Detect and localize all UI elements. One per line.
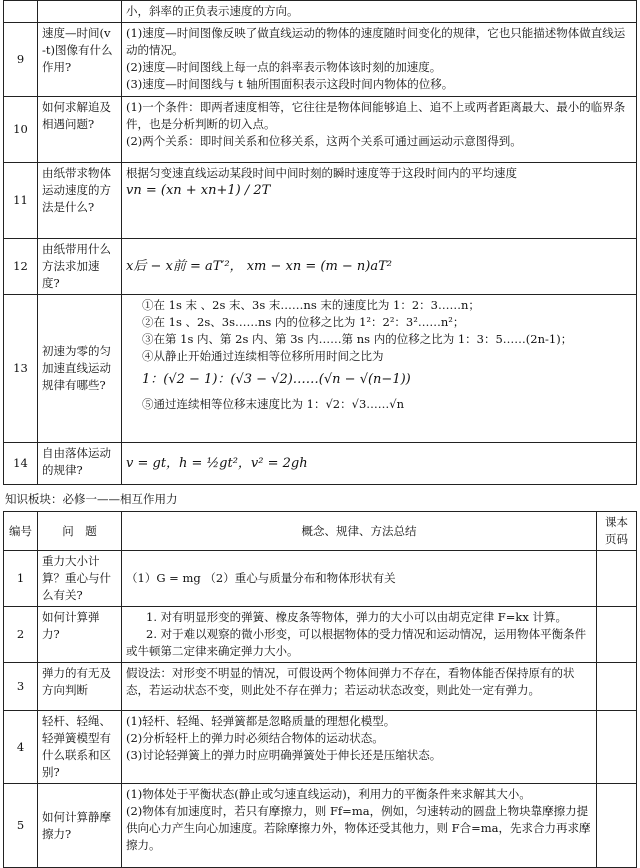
row-summary: (1)轻杆、轻绳、轻弹簧都是忽略质量的理想化模型。 (2)分析轻杆上的弹力时必须结合物体的运动状态。 (3)讨论轻弹簧上的弹力时应明确弹簧处于伸长还是压缩状态。 [122,711,597,784]
row-summary: 1. 对有明显形变的弹簧、橡皮条等物体，弹力的大小可以由胡克定律 F=kx 计算。 2. 对于难以观察的微小形变，可以根据物体的受力情况和运动情况，运用物体平衡条件或牛顿第二定律来确定弹力大小。 [122,607,597,663]
row-number: 13 [4,295,38,443]
header-no: 编号 [4,512,38,551]
row-number: 10 [4,97,38,163]
row-question: 速度—时间(v -t)图像有什么作用? [38,23,122,97]
row-summary: 假设法：对形变不明显的情况，可假设两个物体间弹力不存在，看物体能否保持原有的状态，若运动状态不变，则此处不存在弹力；若运动状态改变，则此处一定有弹力。 [122,663,597,711]
row-question: 自由落体运动的规律? [38,443,122,485]
row-question: 由纸带用什么方法求加速度? [38,239,122,295]
row-continuation-text: 小，斜率的正负表示速度的方向。 [122,1,637,23]
table-row [4,23,637,97]
document-page [3,0,637,868]
row-question: 如何计算弹力? [38,607,122,663]
header-page: 课本页码 [597,512,637,551]
row-question: 如何计算静摩擦力? [38,784,122,868]
row-number: 1 [4,551,38,607]
table-row [4,663,637,711]
row-summary [122,443,637,485]
row-question: 弹力的有无及方向判断 [38,663,122,711]
row-page [597,607,637,663]
table-row [4,551,637,607]
row-summary: ①在 1s 末 、2s 末、3s 末……ns 末的速度比为 1：2：3……n； ②在 1s 、2s、3s……ns 内的位移之比为 1²：2²：3²……n²； ③在第 1s 内、第 2s 内、第 3s 内……第 ns 内的位移之比为 1：3：5……(2n-1)； ④从静止开始通过连续相等位移所用时间之比为 1：(√2 − 1)：(√3 − √2)……(√n − √(n−1)) ⑤通过连续相等位移末速度比为 1：√2：√3……√n [122,295,637,443]
table-row [4,163,637,239]
row-number: 3 [4,663,38,711]
row-question: 如何求解追及相遇问题? [38,97,122,163]
row-number: 11 [4,163,38,239]
velocity-formula: vn = (xn + xn+1) / 2T [126,183,271,198]
row-page [597,784,637,868]
table-header [4,512,637,551]
section-title: 知识板块：必修一——相互作用力 [5,492,178,506]
kinematics-table [3,0,637,485]
table-row [4,1,637,23]
table-row [4,239,637,295]
table-row [4,784,637,868]
row-question: 初速为零的匀加速直线运动规律有哪些? [38,295,122,443]
row-number: 12 [4,239,38,295]
row-question: 由纸带求物体运动速度的方法是什么? [38,163,122,239]
table-row [4,711,637,784]
row-number: 4 [4,711,38,784]
row-summary [122,239,637,295]
row-number: 5 [4,784,38,868]
force-table [3,511,637,868]
table-row [4,295,637,443]
free-fall-formula: v = gt，h = ½gt²，v² = 2gh [126,456,308,471]
row-number: 9 [4,23,38,97]
table-row [4,607,637,663]
row-page [597,663,637,711]
row-question: 轻杆、轻绳、轻弹簧模型有什么联系和区别? [38,711,122,784]
row-summary: (1)物体处于平衡状态(静止或匀速直线运动)，利用力的平衡条件来求解其大小。 (2)物体有加速度时，若只有摩擦力，则 Ff=ma，例如，匀速转动的圆盘上物块靠摩擦力提供向心力产生向心加速度。若除摩擦力外，物体还受其他力，则 F合=ma，先求合力再求摩擦力。 [122,784,597,868]
row-number: 2 [4,607,38,663]
row-summary: （1）G = mg （2）重心与质量分布和物体形状有关 [122,551,597,607]
row-page [597,551,637,607]
row-page [597,711,637,784]
table-row [4,443,637,485]
acceleration-formula: x后 − x前 = aT′²， xm − xn = (m − n)aT² [126,259,393,274]
time-ratio-formula: 1：(√2 − 1)：(√3 − √2)……(√n − √(n−1)) [142,372,411,387]
row-summary: (1)一个条件：即两者速度相等，它往往是物体间能够追上、追不上或两者距离最大、最小的临界条件，也是分析判断的切入点。 (2)两个关系：即时间关系和位移关系，这两个关系可通过画运动示意图得到。 [122,97,637,163]
row-number: 14 [4,443,38,485]
header-question: 问 题 [38,512,122,551]
row-summary: 根据匀变速直线运动某段时间中间时刻的瞬时速度等于这段时间内的平均速度 vn = (xn + xn+1) / 2T [122,163,637,239]
table-row [4,97,637,163]
row-summary: (1)速度—时间图像反映了做直线运动的物体的速度随时间变化的规律，它也只能描述物体做直线运动的情况。 (2)速度—时间图线上每一点的斜率表示物体该时刻的加速度。 (3)速度—时间图线与 t 轴所围面积表示这段时间内物体的位移。 [122,23,637,97]
row-question: 重力大小计算？重心与什么有关? [38,551,122,607]
header-summary: 概念、规律、方法总结 [122,512,597,551]
